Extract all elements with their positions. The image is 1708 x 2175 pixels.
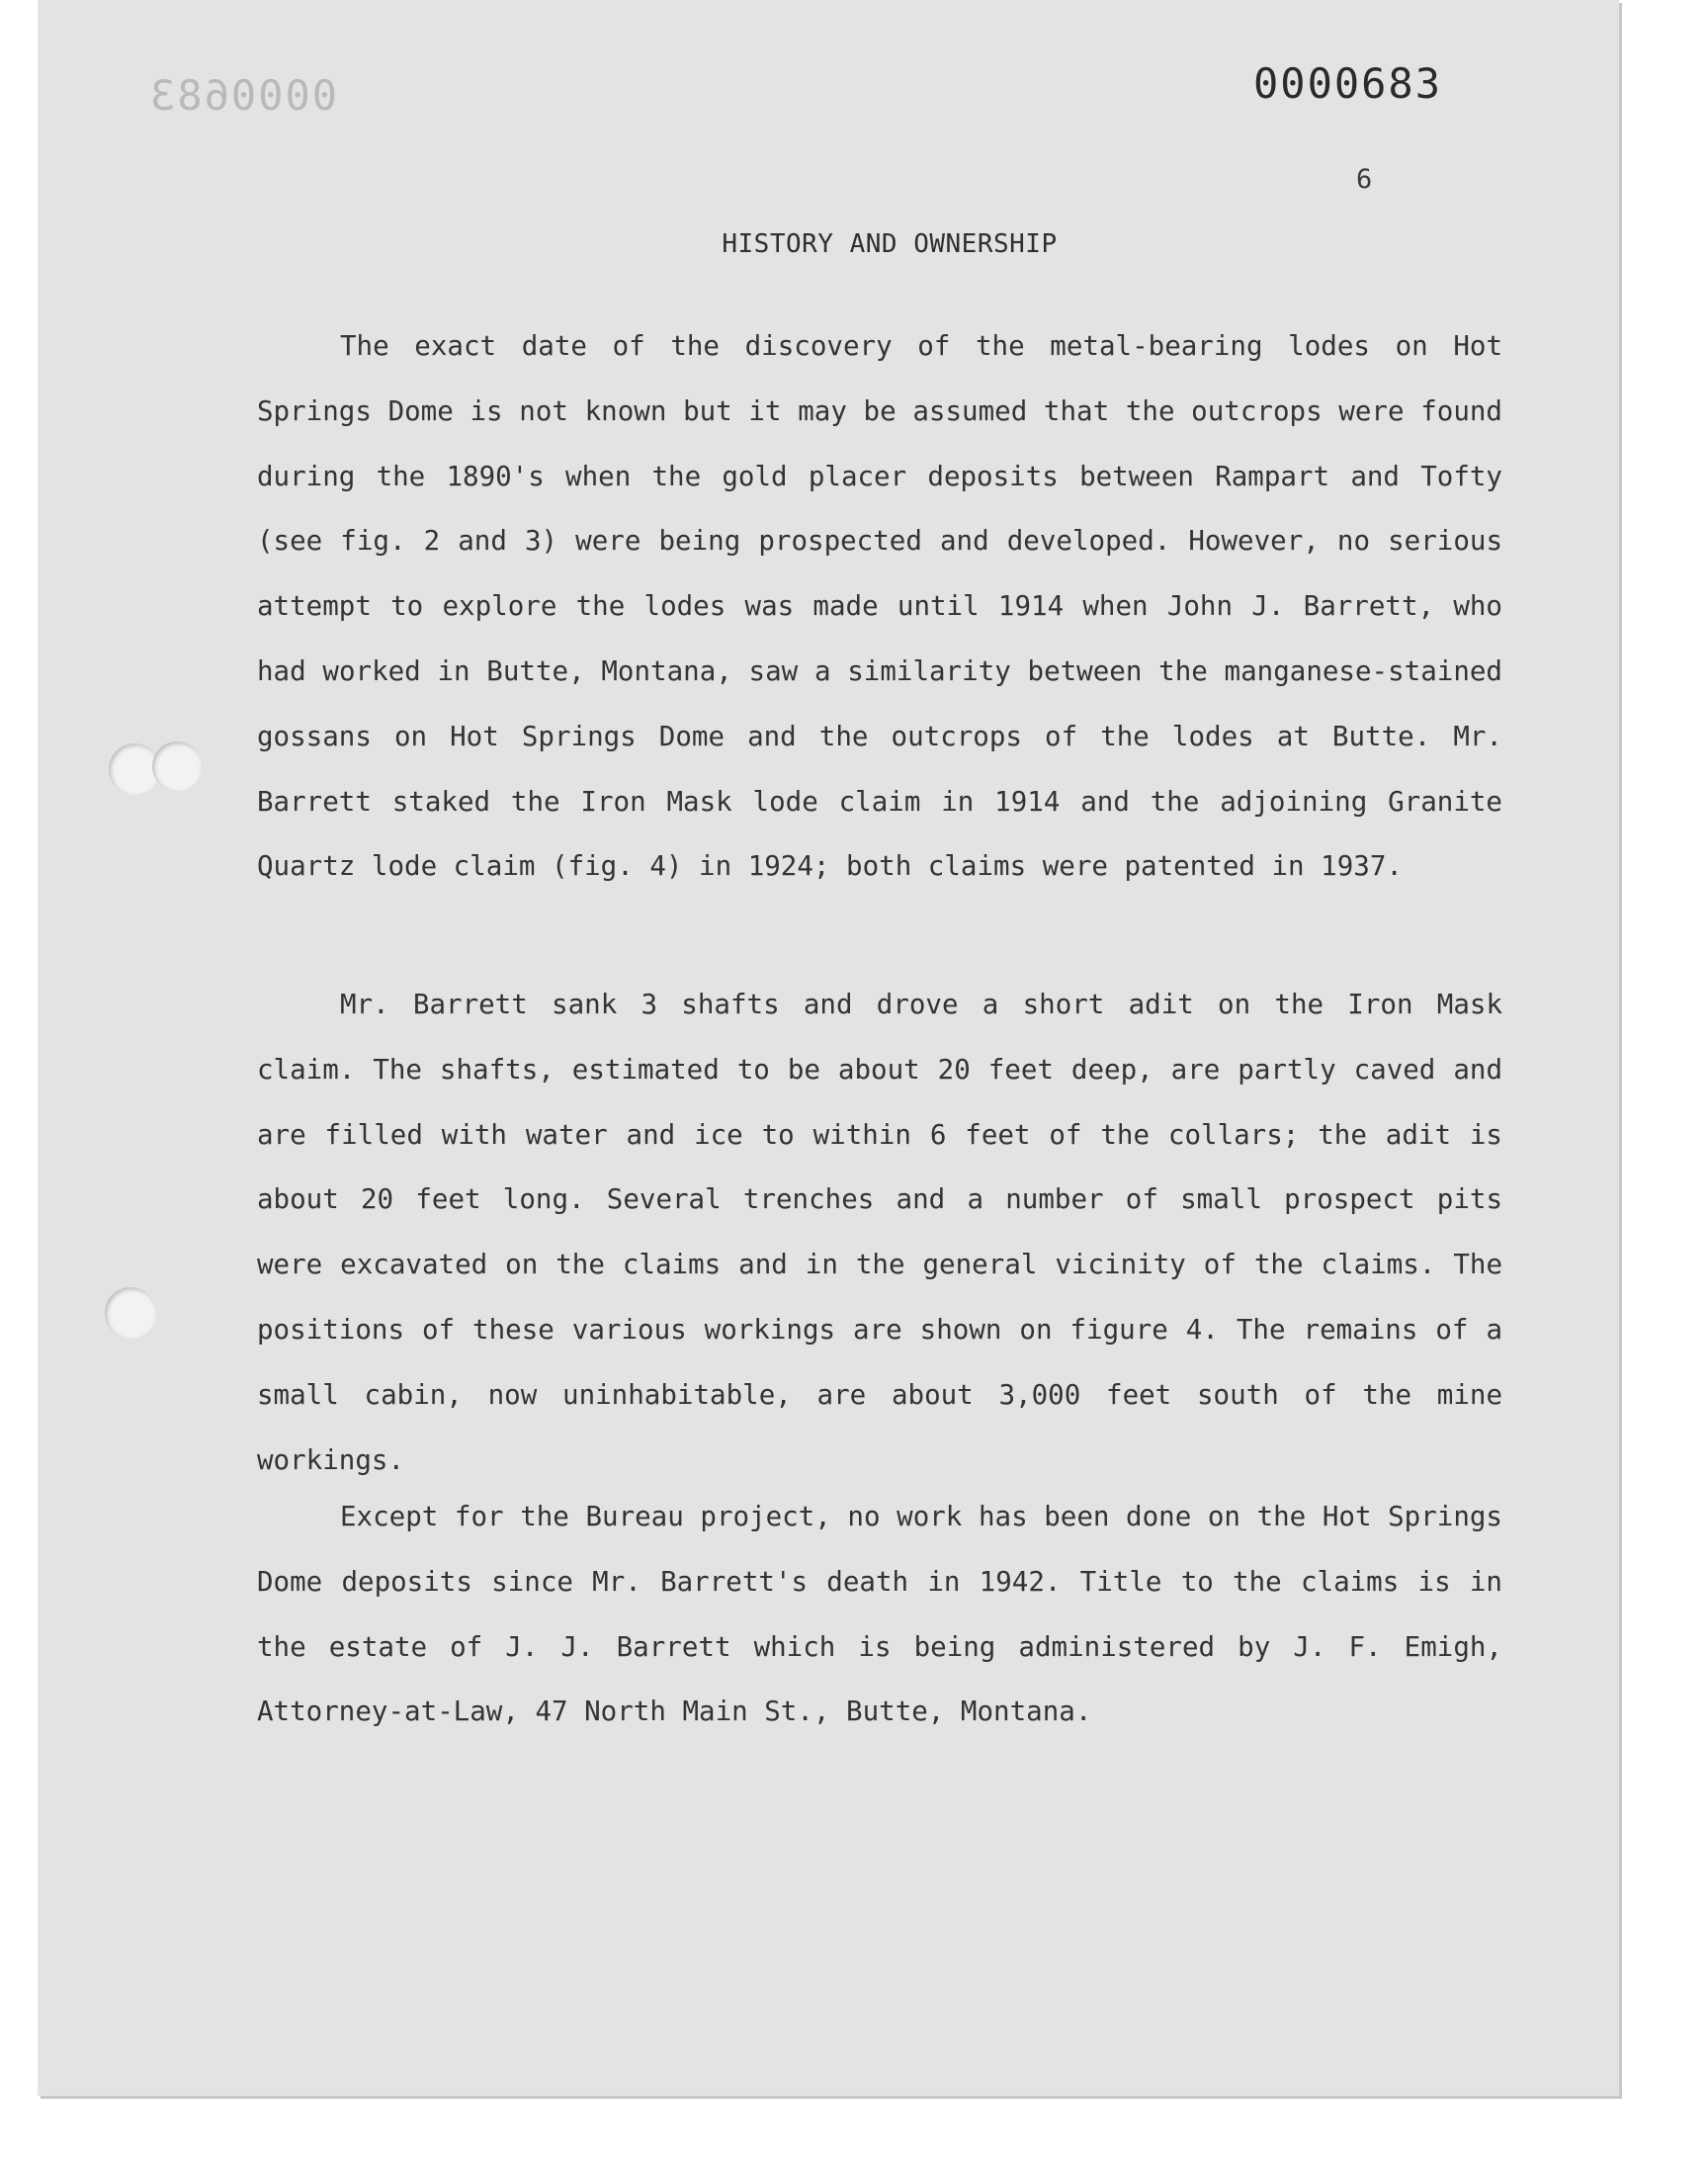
- paragraph-text: The exact date of the discovery of the metal-bearing lodes on Hot Springs Dome is not known but it may be assumed that the outcrops were found during the 1890's when the gold placer deposits between Rampart and Tofty (see fig. 2 and 3) were being prospected and developed. However, no serious attempt to explore the lodes was made until 1914 when John J. Barrett, who had worked in Butte, Montana, saw a similarity between the manganese-stained gossans on Hot Springs Dome and the outcrops of the lodes at Butte. Mr. Barrett staked the Iron Mask lode claim in 1914 and the adjoining Granite Quartz lode claim (fig. 4) in 1924; both claims were patented in 1937.: [257, 330, 1502, 883]
- page-number: 6: [1356, 164, 1373, 195]
- document-number-bleedthrough: 0000683: [148, 71, 338, 120]
- section-heading: HISTORY AND OWNERSHIP: [722, 229, 1058, 259]
- paragraph-text: Except for the Bureau project, no work has been done on the Hot Springs Dome deposits since Mr. Barrett's death in 1942. Title to the claims is in the estate of J. J. Barrett which is being administered by J. F. Emigh, Attorney-at-Law, 47 North Main St., Butte, Montana.: [257, 1501, 1502, 1728]
- body-paragraph-3: [257, 1485, 1502, 1745]
- document-number: 0000683: [1253, 59, 1443, 108]
- punch-hole: [105, 1287, 156, 1339]
- paragraph-text: Mr. Barrett sank 3 shafts and drove a short adit on the Iron Mask claim. The shafts, estimated to be about 20 feet deep, are partly caved and are filled with water and ice to within 6 feet of the collars; the adit is about 20 feet long. Several trenches and a number of small prospect pits were excavated on the claims and in the general vicinity of the claims. The positions of these various workings are shown on figure 4. The remains of a small cabin, now uninhabitable, are about 3,000 feet south of the mine workings.: [257, 989, 1502, 1476]
- body-paragraph-2: [257, 973, 1502, 1493]
- punch-hole: [152, 741, 202, 791]
- body-paragraph-1: [257, 314, 1502, 900]
